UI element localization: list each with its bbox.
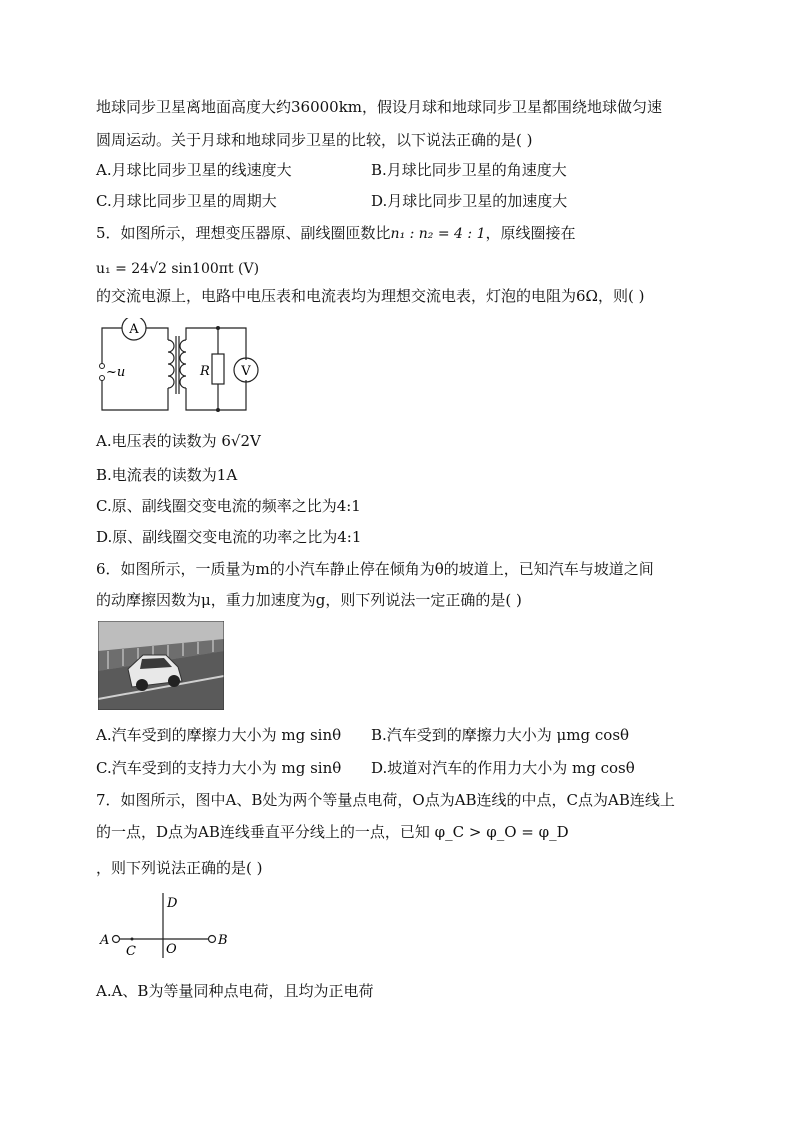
q5-stem-line1 — [96, 223, 576, 244]
q5-formula: u₁ = 24√2 sin100πt (V) — [96, 261, 260, 277]
q4-stem-line2: 圆周运动。关于月球和地球同步卫星的比较，以下说法正确的是( ) — [96, 131, 533, 149]
q4-option-d: D.月球比同步卫星的加速度大 — [371, 192, 568, 210]
q5-stem-line3: 的交流电源上，电路中电压表和电流表均为理想交流电表，灯泡的电阻为6Ω，则( ) — [96, 287, 645, 305]
q7-charge-diagram — [96, 888, 236, 963]
q7-stem-line2: 的一点，D点为AB连线垂直平分线上的一点，已知 φ_C > φ_O = φ_D — [96, 823, 569, 841]
point-c-label: C — [126, 944, 136, 959]
q7-stem-line1: 7．如图所示，图中A、B处为两个等量点电荷，O点为AB连线的中点，C点为AB连线上 — [96, 791, 675, 809]
q6-stem-line2: 的动摩擦因数为μ，重力加速度为g，则下列说法一定正确的是( ) — [96, 591, 522, 609]
q4-option-c: C.月球比同步卫星的周期大 — [96, 192, 277, 210]
q4-option-b: B.月球比同步卫星的角速度大 — [371, 161, 567, 179]
q5-ratio: n₁ : n₂ = 4 : 1 — [390, 226, 486, 242]
resistor-label: R — [200, 364, 210, 379]
source-label: ~u — [106, 365, 126, 380]
q5-stem-post: ，原线圈接在 — [485, 224, 576, 242]
q6-option-c: C.汽车受到的支持力大小为 mg sinθ — [96, 759, 342, 777]
point-o-label: O — [166, 942, 177, 957]
q6-option-b: B.汽车受到的摩擦力大小为 μmg cosθ — [371, 726, 630, 744]
q7-stem-line3: ，则下列说法正确的是( ) — [96, 859, 263, 877]
voltmeter-label: V — [241, 364, 251, 379]
q5-option-b: B.电流表的读数为1A — [96, 466, 238, 484]
q5-circuit-diagram — [94, 318, 264, 414]
q5-option-d: D.原、副线圈交变电流的功率之比为4:1 — [96, 528, 362, 546]
q6-option-a: A.汽车受到的摩擦力大小为 mg sinθ — [96, 726, 342, 744]
q6-option-d: D.坡道对汽车的作用力大小为 mg cosθ — [371, 759, 635, 777]
point-a-label: A — [100, 933, 110, 948]
q5-stem-pre: 5．如图所示，理想变压器原、副线圈匝数比 — [96, 224, 391, 242]
ammeter-label: A — [129, 322, 139, 337]
q6-stem-line1: 6．如图所示，一质量为m的小汽车静止停在倾角为θ的坡道上，已知汽车与坡道之间 — [96, 560, 654, 578]
point-d-label: D — [167, 896, 178, 911]
q5-option-a: A.电压表的读数为 6√2V — [96, 432, 261, 450]
point-b-label: B — [218, 933, 228, 948]
q4-option-a: A.月球比同步卫星的线速度大 — [96, 161, 292, 179]
q7-option-a: A.A、B为等量同种点电荷，且均为正电荷 — [96, 982, 374, 1000]
q5-option-c: C.原、副线圈交变电流的频率之比为4:1 — [96, 497, 361, 515]
q4-stem-line1: 地球同步卫星离地面高度大约36000km，假设月球和地球同步卫星都围绕地球做匀速 — [96, 98, 663, 116]
q6-car-photo — [98, 621, 224, 710]
